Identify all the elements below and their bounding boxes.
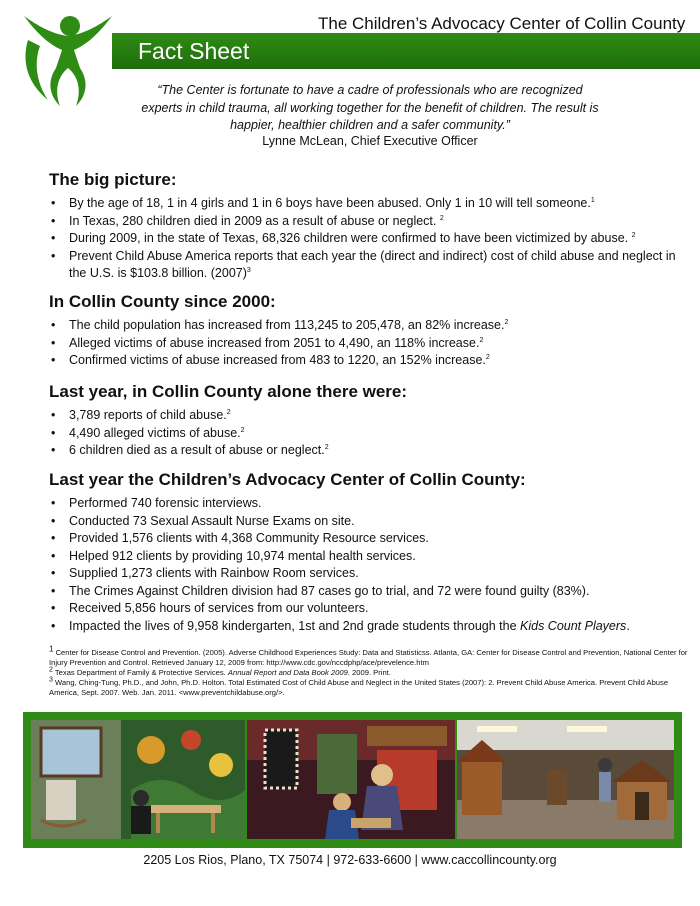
footnote-1: $^1$ Center for Disease Control and Prevention. (2005). Adverse Childhood Experiences Study: Data and Statisticss. Atlanta, GA: Center for Disease Control and Prevention, National Center for Injury Prevention and Control. Retrieved January 12, 2009 from: http://www.cdc.gov/nccdphp/ace/prevelence.htm xyxy=(49,644,688,667)
footnote-2: $^2$ Texas Department of Family & Protective Services. Annual Report and Data Book 2009. 2009. Print. xyxy=(49,666,391,677)
section-last-year-cac xyxy=(49,470,689,635)
section-heading: In Collin County since 2000: xyxy=(49,292,276,311)
list-item: • During 2009, in the state of Texas, 68,326 children were confirmed to have been victimized by abuse. $^2$ xyxy=(49,230,689,248)
list-item: • Supplied 1,273 clients with Rainbow Room services. xyxy=(49,565,689,583)
section-last-year-collin-county xyxy=(49,382,689,460)
quote-author: Lynne McLean, Chief Executive Officer xyxy=(262,134,478,148)
list-item: • Prevent Child Abuse America reports that each year the (direct and indirect) cost of child abuse and neglect in the U.S. is $103.8 billion. $(2007)^3$ xyxy=(49,248,689,283)
fact-sheet-banner xyxy=(112,33,700,69)
list-item: • 6 children died as a result of abuse or neglect.$^2$ xyxy=(49,442,689,460)
list-item: • Confirmed victims of abuse increased from 483 to 1220, an 152% increase.$^2$ xyxy=(49,352,689,370)
list-item: • Helped 912 clients by providing 10,974 mental health services. xyxy=(49,548,689,566)
banner-title: Fact Sheet xyxy=(138,38,250,64)
list-item: • The Crimes Against Children division had 87 cases go to trial, and 72 were found guilty (83%). xyxy=(49,583,689,601)
list-item: • Received 5,856 hours of services from our volunteers. xyxy=(49,600,689,618)
section-collin-county-since-2000 xyxy=(49,292,689,370)
list-item: • By the age of 18, 1 in 4 girls and 1 in 6 boys have been abused. Only 1 in 10 will tell someone.$^1$ xyxy=(49,195,689,213)
list-item: • The child population has increased from 113,245 to 205,478, an 82% increase.$^2$ xyxy=(49,317,689,335)
list-item: • Conducted 73 Sexual Assault Nurse Exams on site. xyxy=(49,513,689,531)
list-item: • Provided 1,576 clients with 4,368 Community Resource services. xyxy=(49,530,689,548)
organization-logo xyxy=(18,10,118,110)
section-big-picture xyxy=(49,170,689,283)
list-item: • In Texas, 280 children died in 2009 as a result of abuse or neglect. $^2$ xyxy=(49,213,689,231)
footnotes xyxy=(49,644,694,698)
section-heading: Last year, in Collin County alone there were: xyxy=(49,382,408,401)
section-heading: The big picture: xyxy=(49,170,177,189)
list-item: • 3,789 reports of child abuse.$^2$ xyxy=(49,407,689,425)
photo-counseling-room xyxy=(247,720,455,839)
list-item: • 4,490 alleged victims of abuse.$^2$ xyxy=(49,425,689,443)
photo-reading-nook xyxy=(31,720,245,839)
list-item: • Performed 740 forensic interviews. xyxy=(49,495,689,513)
contact-footer: 2205 Los Rios, Plano, TX 75074 | 972-633-6600 | www.caccollincounty.org xyxy=(143,853,557,867)
footnote-3: $^3$ Wang, Ching-Tung, Ph.D., and John, Ph.D. Holton. Total Estimated Cost of Child Abuse and Neglect in the United States (2007): 2. Prevent Child Abuse America. Prevent Child Abuse America, Sept. 2007. Web. Jan. 2011. <www.preventchildabuse.org/>. xyxy=(49,676,669,697)
list-item: • Impacted the lives of 9,958 kindergarten, 1st and 2nd grade students through the Kids Count Players. xyxy=(49,618,689,636)
photo-play-area xyxy=(457,720,674,839)
organization-name: The Children’s Advocacy Center of Collin County xyxy=(318,14,686,33)
ceo-quote: “The Center is fortunate to have a cadre of professionals who are recognized experts in child trauma, all working together for the benefit of children. The result is happier, healthier children and a safer community.” xyxy=(141,83,599,132)
section-heading: Last year the Children’s Advocacy Center of Collin County: xyxy=(49,470,526,489)
photo-strip xyxy=(23,712,682,848)
list-item: • Alleged victims of abuse increased from 2051 to 4,490, an 118% increase.$^2$ xyxy=(49,335,689,353)
